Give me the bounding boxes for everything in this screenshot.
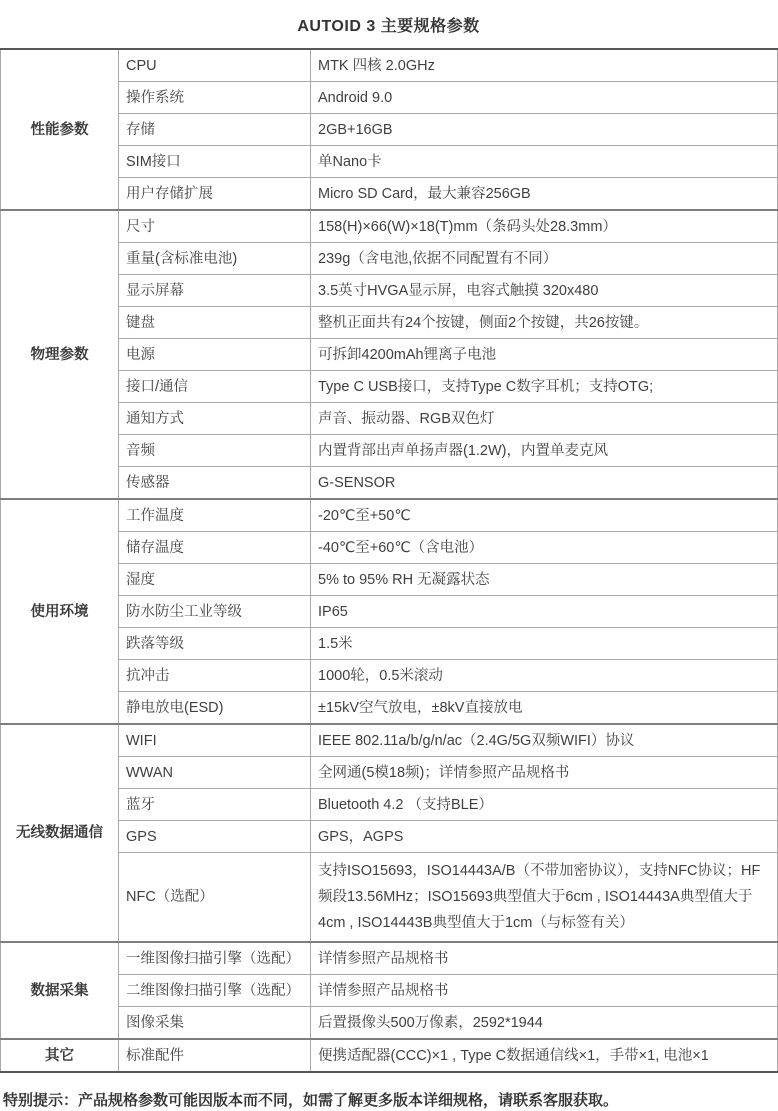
footnote: 特别提示：产品规格参数可能因版本而不同，如需了解更多版本详细规格，请联系客服获取。: [3, 1092, 619, 1109]
value-cell: Type C USB接口，支持Type C数字耳机；支持OTG;: [311, 371, 778, 403]
value-cell: Android 9.0: [311, 82, 778, 114]
param-cell: 储存温度: [119, 532, 311, 564]
value-cell: G-SENSOR: [311, 467, 778, 500]
value-cell: 158(H)×66(W)×18(T)mm（条码头处28.3mm）: [311, 210, 778, 243]
value-cell: 1.5米: [311, 628, 778, 660]
spec-table: [0, 48, 778, 1073]
value-cell: GPS，AGPS: [311, 821, 778, 853]
value-cell: ±15kV空气放电，±8kV直接放电: [311, 692, 778, 725]
param-cell: 一维图像扫描引擎（选配）: [119, 942, 311, 975]
value-cell: 后置摄像头500万像素，2592*1944: [311, 1007, 778, 1040]
param-cell: 重量(含标准电池): [119, 243, 311, 275]
value-cell: -40℃至+60℃（含电池）: [311, 532, 778, 564]
param-cell: 电源: [119, 339, 311, 371]
category-cell: 使用环境: [1, 499, 119, 724]
value-cell: 声音、振动器、RGB双色灯: [311, 403, 778, 435]
value-cell: 可拆卸4200mAh锂离子电池: [311, 339, 778, 371]
value-cell: -20℃至+50℃: [311, 499, 778, 532]
value-cell: 便携适配器(CCC)×1 , Type C数据通信线×1，手带×1, 电池×1: [311, 1039, 778, 1072]
param-cell: 操作系统: [119, 82, 311, 114]
value-cell: IP65: [311, 596, 778, 628]
value-cell: 详情参照产品规格书: [311, 975, 778, 1007]
table-row: [1, 942, 778, 975]
param-cell: CPU: [119, 49, 311, 82]
param-cell: 蓝牙: [119, 789, 311, 821]
value-cell: 详情参照产品规格书: [311, 942, 778, 975]
param-cell: 静电放电(ESD): [119, 692, 311, 725]
page-title: AUTOID 3 主要规格参数: [297, 18, 480, 35]
param-cell: 键盘: [119, 307, 311, 339]
category-cell: 物理参数: [1, 210, 119, 499]
param-cell: GPS: [119, 821, 311, 853]
param-cell: 通知方式: [119, 403, 311, 435]
param-cell: 图像采集: [119, 1007, 311, 1040]
table-row: [1, 1039, 778, 1072]
param-cell: 防水防尘工业等级: [119, 596, 311, 628]
table-row: [1, 499, 778, 532]
category-cell: 性能参数: [1, 49, 119, 210]
param-cell: SIM接口: [119, 146, 311, 178]
param-cell: 湿度: [119, 564, 311, 596]
table-row: [1, 49, 778, 82]
value-cell: 5% to 95% RH 无凝露状态: [311, 564, 778, 596]
value-cell: 单Nano卡: [311, 146, 778, 178]
value-cell: 3.5英寸HVGA显示屏，电容式触摸 320x480: [311, 275, 778, 307]
param-cell: WIFI: [119, 724, 311, 757]
param-cell: 抗冲击: [119, 660, 311, 692]
category-cell: 无线数据通信: [1, 724, 119, 942]
param-cell: NFC（选配）: [119, 853, 311, 943]
param-cell: 接口/通信: [119, 371, 311, 403]
value-cell: 2GB+16GB: [311, 114, 778, 146]
value-cell: Micro SD Card，最大兼容256GB: [311, 178, 778, 211]
value-cell: 支持ISO15693，ISO14443A/B（不带加密协议），支持NFC协议；HF频段13.56MHz；ISO15693典型值大于6cm , ISO14443A典型值大于4cm , ISO14443B典型值大于1cm（与标签有关）: [311, 853, 778, 943]
value-cell: 239g（含电池,依据不同配置有不同）: [311, 243, 778, 275]
param-cell: 传感器: [119, 467, 311, 500]
value-cell: 全网通(5模18频)；详情参照产品规格书: [311, 757, 778, 789]
value-cell: 整机正面共有24个按键，侧面2个按键，共26按键。: [311, 307, 778, 339]
param-cell: 尺寸: [119, 210, 311, 243]
param-cell: 跌落等级: [119, 628, 311, 660]
value-cell: 1000轮，0.5米滚动: [311, 660, 778, 692]
table-row: [1, 724, 778, 757]
table-row: [1, 210, 778, 243]
value-cell: IEEE 802.11a/b/g/n/ac（2.4G/5G双频WIFI）协议: [311, 724, 778, 757]
param-cell: WWAN: [119, 757, 311, 789]
param-cell: 音频: [119, 435, 311, 467]
param-cell: 显示屏幕: [119, 275, 311, 307]
category-cell: 数据采集: [1, 942, 119, 1039]
value-cell: MTK 四核 2.0GHz: [311, 49, 778, 82]
value-cell: 内置背部出声单扬声器(1.2W)，内置单麦克风: [311, 435, 778, 467]
param-cell: 用户存储扩展: [119, 178, 311, 211]
param-cell: 二维图像扫描引擎（选配）: [119, 975, 311, 1007]
param-cell: 存储: [119, 114, 311, 146]
category-cell: 其它: [1, 1039, 119, 1072]
param-cell: 标准配件: [119, 1039, 311, 1072]
param-cell: 工作温度: [119, 499, 311, 532]
value-cell: Bluetooth 4.2 （支持BLE）: [311, 789, 778, 821]
